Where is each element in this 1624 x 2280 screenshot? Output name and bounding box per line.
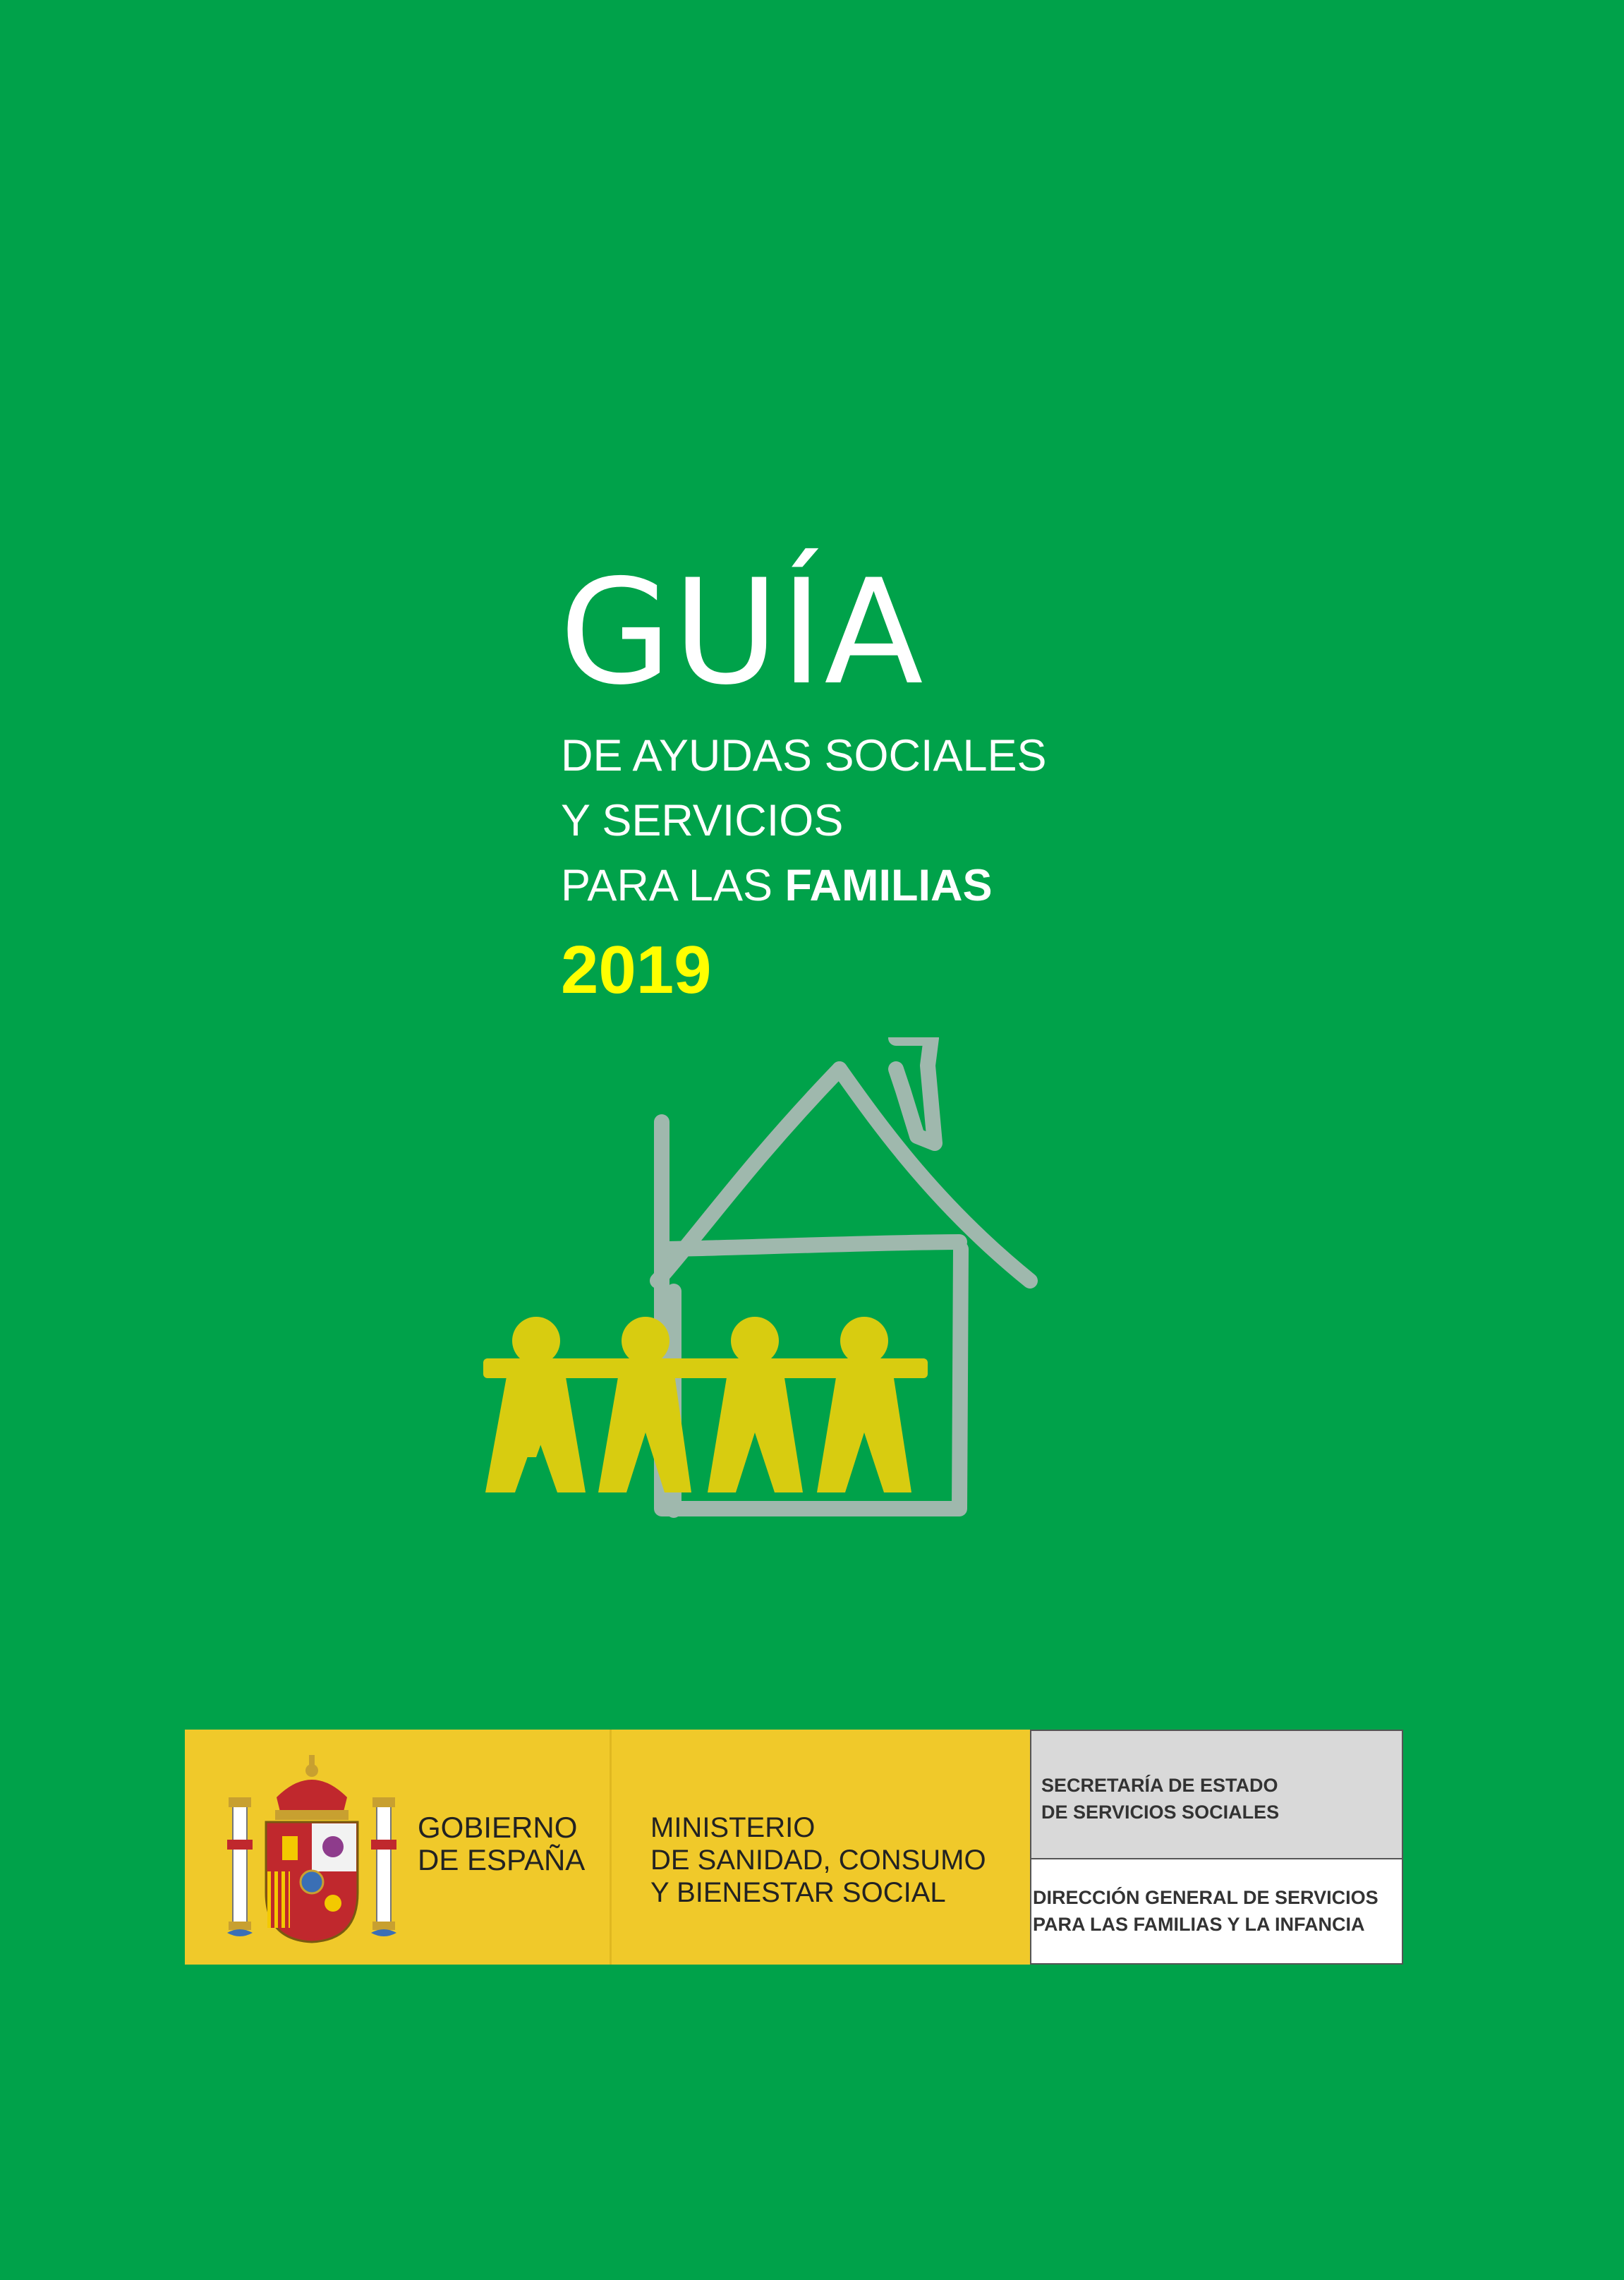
shield	[266, 1822, 358, 1942]
ministry-line-2: DE SANIDAD, CONSUMO	[650, 1845, 986, 1876]
directorate-box	[1031, 1859, 1402, 1963]
ministry-line-3: Y BIENESTAR SOCIAL	[650, 1877, 946, 1908]
subtitle-line-2: Y SERVICIOS	[561, 796, 844, 845]
directorate-line-1: DIRECCIÓN GENERAL DE SERVICIOS	[1033, 1887, 1378, 1908]
ministry-logo-panel	[610, 1730, 1030, 1965]
institutional-logo-band	[185, 1730, 1403, 1965]
cover-year: 2019	[561, 932, 712, 1008]
figure-4	[817, 1317, 911, 1492]
pillar-left	[227, 1797, 253, 1936]
figure-3	[708, 1317, 803, 1492]
paper-chain-figures	[483, 1317, 928, 1492]
government-logo-panel	[185, 1730, 610, 1965]
subtitle-emphasis: FAMILIAS	[784, 861, 993, 910]
coat-of-arms-icon	[227, 1755, 396, 1946]
government-line-2: DE ESPAÑA	[418, 1843, 586, 1876]
directorate-line-2: PARA LAS FAMILIAS Y LA INFANCIA	[1033, 1914, 1365, 1935]
ministry-name	[650, 1811, 986, 1909]
government-line-1: GOBIERNO	[418, 1811, 578, 1844]
subtitle-line-1: DE AYUDAS SOCIALES	[561, 731, 1047, 780]
cover-title: GUÍA	[559, 549, 925, 717]
secretariat-box	[1031, 1731, 1402, 1859]
department-panel	[1030, 1730, 1403, 1965]
subtitle-line-3-prefix: PARA LAS	[561, 861, 785, 910]
crown	[275, 1755, 349, 1820]
secretariat-name	[1041, 1772, 1279, 1826]
secretariat-line-1: SECRETARÍA DE ESTADO	[1041, 1775, 1278, 1796]
pillar-right	[371, 1797, 396, 1936]
subtitle-line-3	[561, 861, 993, 910]
ministry-line-1: MINISTERIO	[650, 1812, 816, 1843]
house-with-family-icon	[466, 1037, 1044, 1531]
figure-1	[485, 1317, 586, 1492]
secretariat-line-2: DE SERVICIOS SOCIALES	[1041, 1802, 1280, 1823]
directorate-name	[1033, 1884, 1378, 1938]
government-name	[418, 1811, 585, 1876]
